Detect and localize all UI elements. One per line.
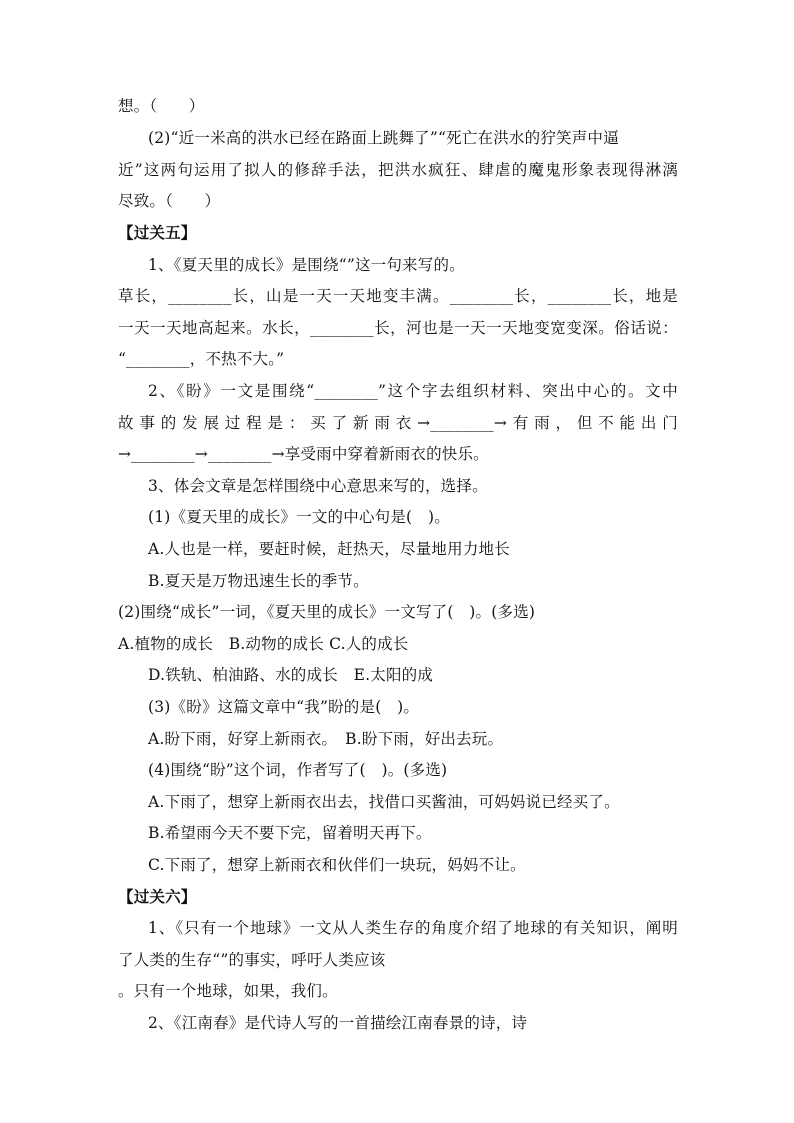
text-line: (3)《盼》这篇文章中“我”盼的是( )。 xyxy=(148,698,420,716)
text-line: 1、《夏天里的成长》是围绕“”这一句来写的。 xyxy=(148,256,465,274)
text-line: (1)《夏天里的成长》一文的中心句是( )。 xyxy=(148,508,450,526)
text-line: A.人也是一样，要赶时候，赶热天，尽量地用力地长 xyxy=(148,540,510,558)
text-line: 3、体会文章是怎样围绕中心意思来写的，选择。 xyxy=(148,477,488,495)
text-line: 2、《盼》一文是围绕“________”这个字去组织材料、突出中心的。文中 xyxy=(148,382,678,400)
text-line: 1、《只有一个地球》一文从人类生存的角度介绍了地球的有关知识，阐明 xyxy=(148,919,678,937)
text-line: 。只有一个地球，如果，我们。 xyxy=(118,982,338,1000)
text-line: B.夏天是万物迅速生长的季节。 xyxy=(148,572,369,590)
text-line: 了人类的生存“”的事实，呼吁人类应该 xyxy=(118,951,386,969)
text-line: 草长，________长，山是一天一天地变丰满。________长，________长，地是 xyxy=(118,287,678,305)
text-line: A.植物的成长 B.动物的成长 C.人的成长 xyxy=(118,635,409,653)
text-line: 想。（ ） xyxy=(118,97,205,115)
text-line: (2)“近一米高的洪水已经在路面上跳舞了”“死亡在洪水的狞笑声中逼 xyxy=(148,129,619,147)
text-line: 2、《江南春》是代诗人写的一首描绘江南春景的诗，诗 xyxy=(148,1014,528,1032)
text-line: (4)围绕“盼”这个词，作者写了( )。(多选) xyxy=(148,761,448,779)
section-heading: 【过关六】 xyxy=(118,887,197,906)
section-heading: 【过关五】 xyxy=(118,223,197,242)
text-line: →________→________→享受雨中穿着新雨衣的快乐。 xyxy=(118,445,489,463)
text-line: C.下雨了，想穿上新雨衣和伙伴们一块玩，妈妈不让。 xyxy=(148,856,526,874)
text-line: (2)围绕“成长”一词，《夏天里的成长》一文写了( )。(多选) xyxy=(118,603,536,621)
text-line: 尽致。（ ） xyxy=(118,192,221,210)
text-line: 一天一天地高起来。水长，________长，河也是一天一天地变宽变深。俗话说： xyxy=(118,319,678,337)
text-line: 近”这两句运用了拟人的修辞手法，把洪水疯狂、肆虐的魔鬼形象表现得淋漓 xyxy=(118,161,678,179)
text-line: “________，不热不大。” xyxy=(118,350,285,368)
text-line: A.盼下雨，好穿上新雨衣。 B.盼下雨，好出去玩。 xyxy=(148,730,504,748)
text-line: 故事的发展过程是：买了新雨衣→________→有雨，但不能出门 xyxy=(118,414,678,432)
text-line: B.希望雨今天不要下完，留着明天再下。 xyxy=(148,824,432,842)
text-line: D.铁轨、柏油路、水的成长 E.太阳的成 xyxy=(148,666,434,684)
text-line: A.下雨了，想穿上新雨衣出去，找借口买酱油，可妈妈说已经买了。 xyxy=(148,793,620,811)
